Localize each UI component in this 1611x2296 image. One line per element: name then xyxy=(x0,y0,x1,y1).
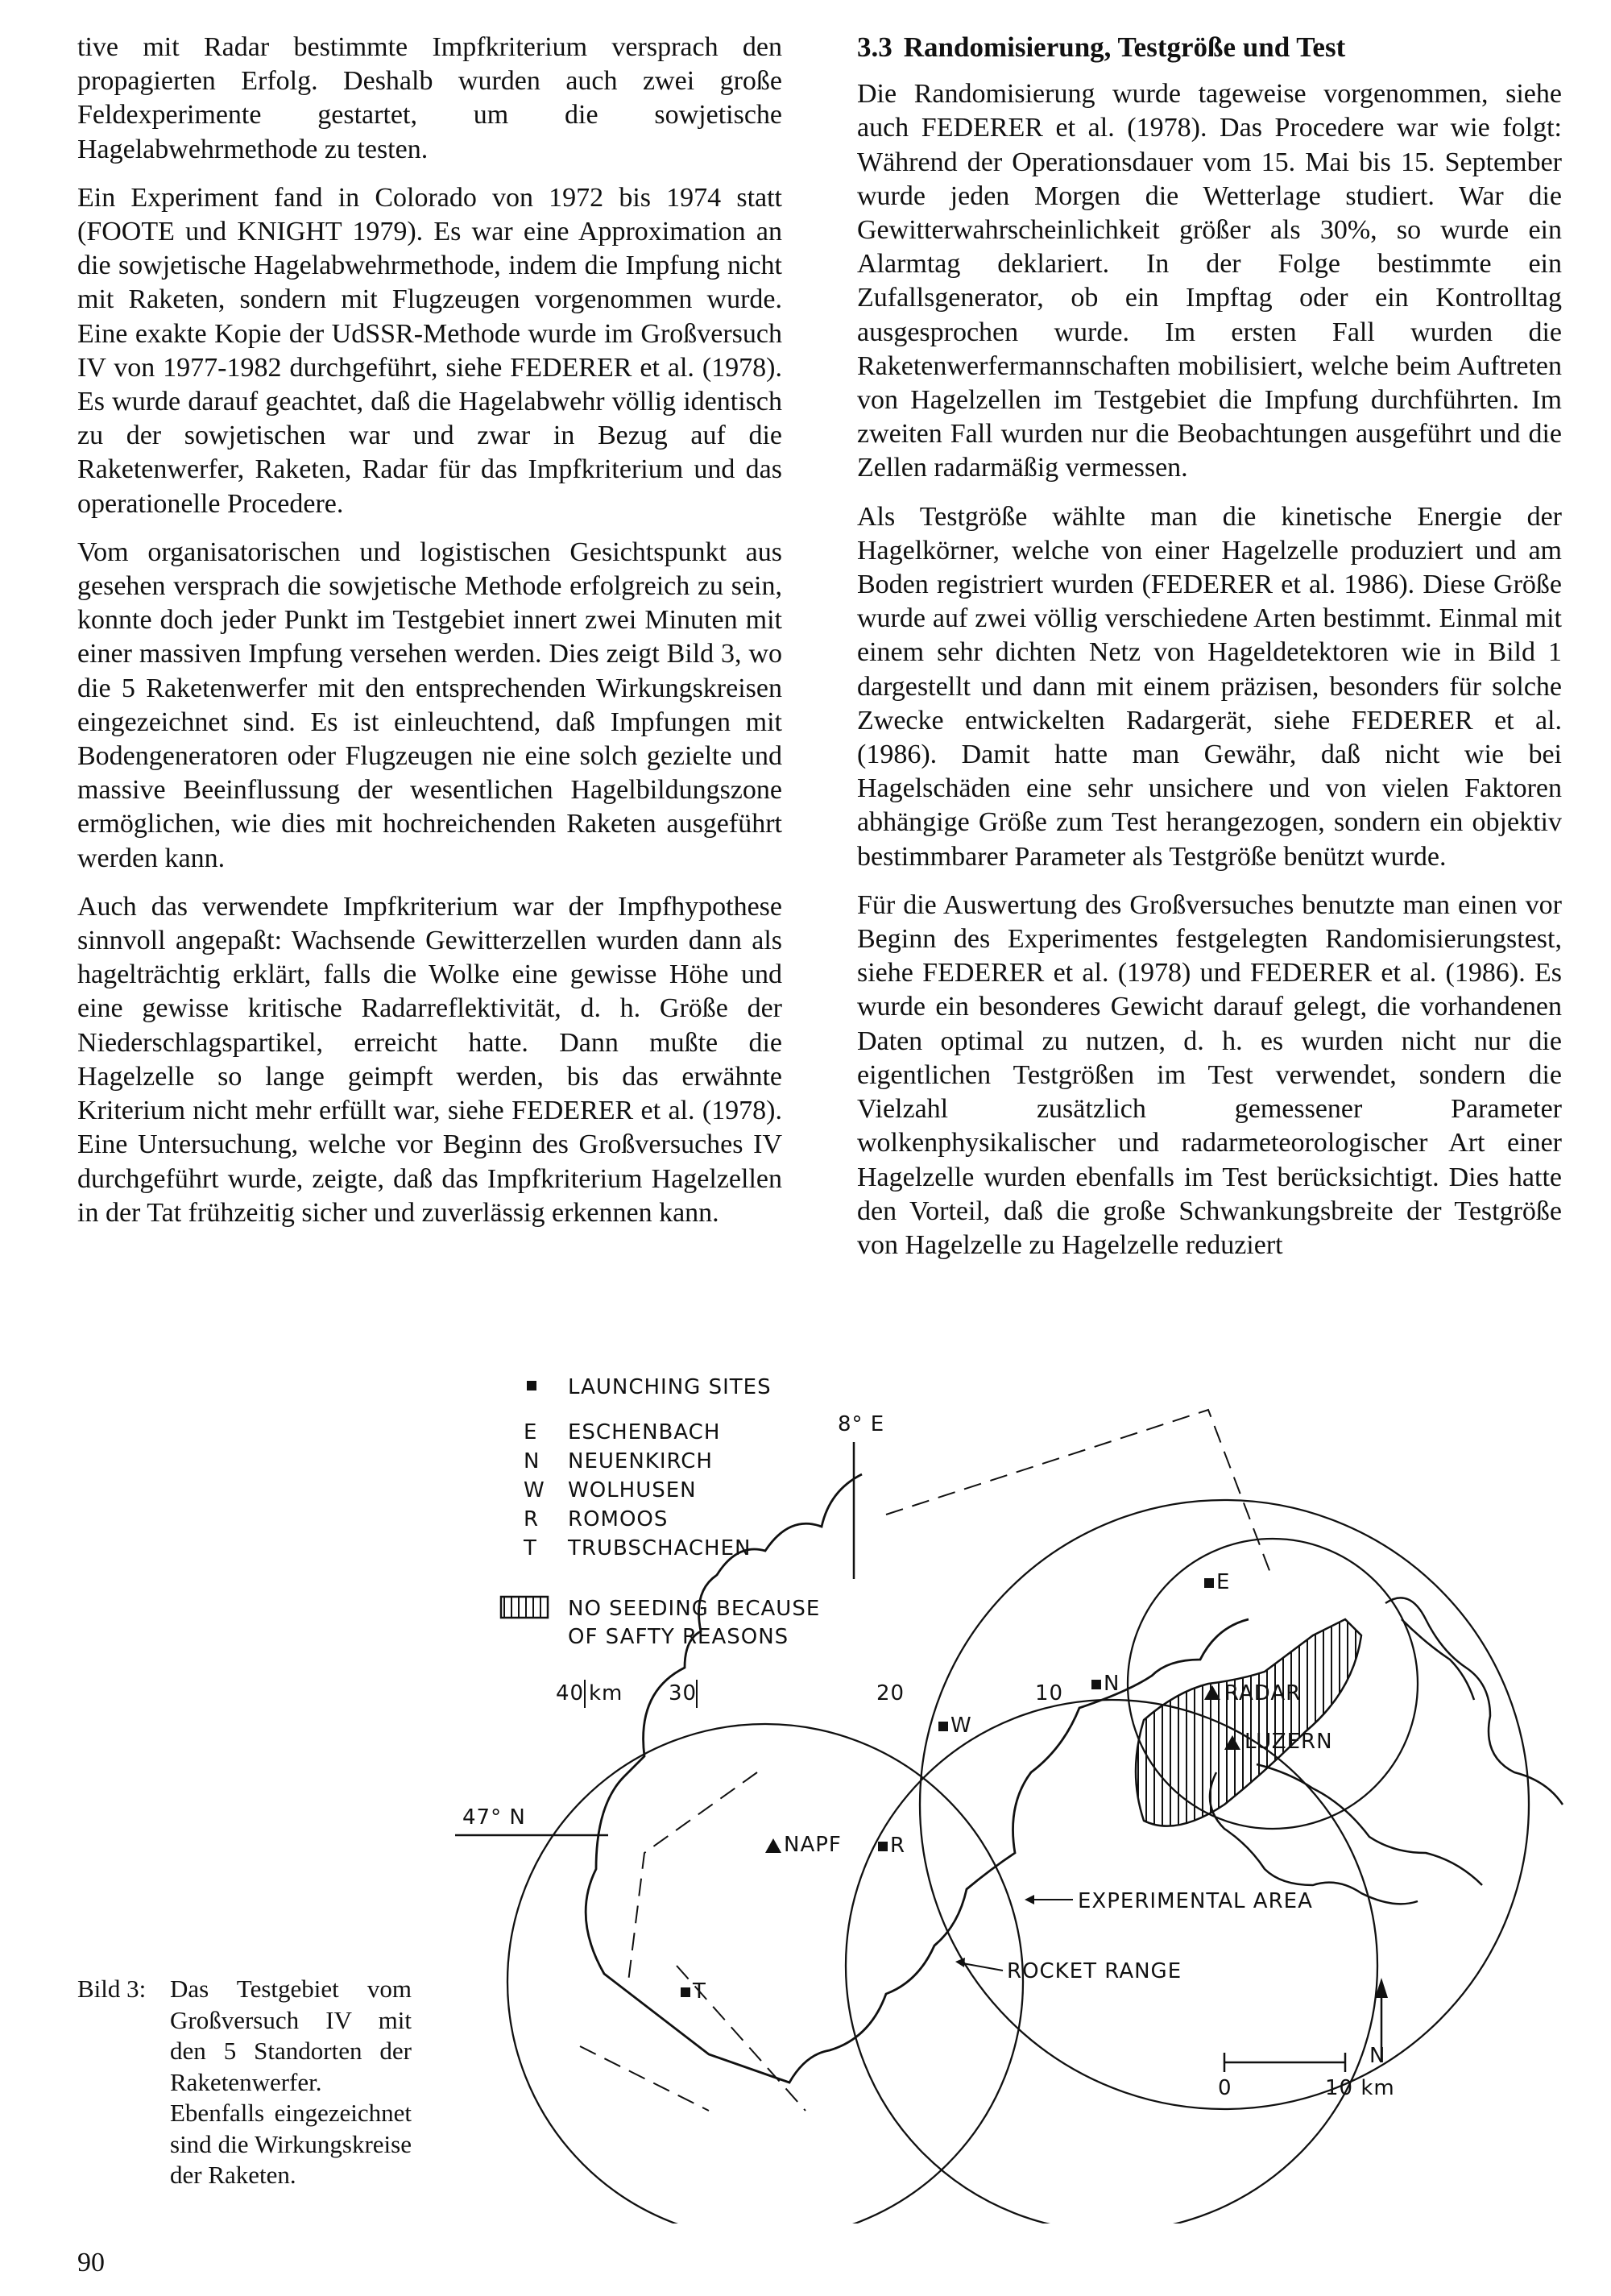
annotation-rocket-range xyxy=(955,1958,1182,1983)
page-number: 90 xyxy=(77,2248,105,2277)
legend-name-w: WOLHUSEN xyxy=(568,1478,697,1502)
legend xyxy=(501,1375,820,1649)
north-arrow xyxy=(1369,1978,1388,2068)
right-column xyxy=(857,31,1562,1277)
legend-code-t: T xyxy=(524,1536,537,1560)
legend-name-n: NEUENKIRCH xyxy=(568,1449,713,1473)
legend-no-seeding-line2: OF SAFTY REASONS xyxy=(568,1625,789,1649)
range-scale xyxy=(556,1680,1063,1708)
arrow-left-icon xyxy=(955,1958,965,1967)
scale-bar-end: 10 km xyxy=(1325,2076,1395,2100)
latitude-label: 47° N xyxy=(462,1805,526,1830)
figure-caption xyxy=(77,1974,416,2191)
left-column xyxy=(77,31,782,1245)
longitude-marker xyxy=(838,1412,884,1579)
no-seeding-hatch-icon xyxy=(501,1597,548,1618)
paragraph: Als Testgröße wählte man die kinetische Energie der Hagelkörner, welche von einer Hagelzelle produziert und am Boden registriert wurden (FEDERER et al. 1986). Diese Größe wurde auf zwei völlig verschiedene Arten bestimmt. Einmal mit einem sehr dichten Netz von Hageldetektoren wie in Bild 1 dargestellt und dann mit einem präzisen, besonders für solche Zwecke entwickelten Radargerät, siehe FEDERER et al. (1986). Damit hatte man Gewähr, daß nicht wie bei Hagelschäden eine sehr unsichere und von vielen Faktoren abhängige Größe zum Test herangezogen, sondern ein objektiv bestimmbarer Parameter als Testgröße benützt wurde. xyxy=(857,501,1562,872)
range-label-30: 30 xyxy=(669,1681,698,1705)
paragraph: Auch das verwendete Impfkriterium war der Impfhypothese sinnvoll angepaßt: Wachsende Gewitterzellen wurden dann als hagelträchtig erklärt, falls die Wolke eine gewisse Höhe und eine gewisse kritische Radarreflektivität, d. h. Größe der Niederschlagspartikel, erreicht hatte. Dann mußte die Hagelzelle so lange geimpft werden, bis das erwähnte Kriterium nicht mehr erfüllt war, siehe FEDERER et al. (1978). Eine Untersuchung, welche vor Beginn des Großversuches IV durchgeführt wurde, zeigte, daß das Impfkriterium Hagelzellen in der Tat frühzeitig sicher und zuverlässig erkennen kann. xyxy=(77,891,782,1228)
range-label-20: 20 xyxy=(876,1681,905,1705)
scale-bar xyxy=(1218,2053,1395,2100)
range-label-10: 10 xyxy=(1035,1681,1064,1705)
legend-name-t: TRUBSCHACHEN xyxy=(568,1536,752,1560)
legend-title: LAUNCHING SITES xyxy=(568,1375,772,1399)
paragraph: tive mit Radar bestimmte Impfkriterium versprach den propagierten Erfolg. Deshalb wurden auch zwei große Feldexperimente gestartet, um die sowjetische Hagelabwehrmethode zu testen. xyxy=(77,32,782,164)
site-n-label: N xyxy=(1104,1672,1120,1696)
range-label-km: km xyxy=(589,1681,623,1705)
launching-site-square-icon xyxy=(527,1381,536,1390)
site-n-square-icon xyxy=(1091,1680,1101,1689)
site-r-square-icon xyxy=(878,1842,888,1851)
site-w-label: W xyxy=(950,1714,972,1738)
legend-name-e: ESCHENBACH xyxy=(568,1420,721,1444)
legend-code-w: W xyxy=(524,1478,545,1502)
rocket-range-label: ROCKET RANGE xyxy=(1007,1959,1182,1983)
latitude-marker xyxy=(455,1805,608,1835)
radar-label: RADAR xyxy=(1224,1681,1302,1705)
map-drawing xyxy=(451,1353,1595,2223)
experimental-area-label: EXPERIMENTAL AREA xyxy=(1078,1889,1313,1913)
annotation-experimental-area xyxy=(1025,1889,1313,1913)
site-t-label: T xyxy=(693,1979,706,2004)
legend-code-n: N xyxy=(524,1449,540,1473)
legend-code-e: E xyxy=(524,1420,538,1444)
section-heading xyxy=(857,31,1562,64)
site-r-label: R xyxy=(890,1834,906,1858)
luzern-label: LUZERN xyxy=(1244,1730,1333,1754)
site-t-square-icon xyxy=(681,1987,690,1997)
arrow-left-icon xyxy=(1025,1895,1034,1904)
paragraph: Für die Auswertung des Großversuches benutzte man einen vor Beginn des Experimentes festgelegten Randomisierungstest, siehe FEDERER et al. (1978) und FEDERER et al. (1986). Es wurde ein besonderes Gewicht darauf gelegt, die vorhandenen Daten optimal zu nutzen, d. h. es wurden nicht nur die eigentlichen Testgrößen im Test verwendet, sondern die Vielzahl zusätzlich gemessener Parameter wolkenphysikalischer und radarmeteorologischer Art einer Hagelzelle wurden ebenfalls im Test berücksichtigt. Dies hatte den Vorteil, daß die große Schwankungsbreite der Testgröße von Hagelzelle zu Hagelzelle reduziert xyxy=(857,889,1562,1260)
napf-label: NAPF xyxy=(784,1833,842,1857)
caption-text: Das Testgebiet vom Großversuch IV mit den 5 Standorten der Raketenwerfer. Ebenfalls eingezeichnet sind die Wirkungskreise der Raketen. xyxy=(170,1975,412,2189)
paragraph: Vom organisatorischen und logistischen Gesichtspunkt aus gesehen versprach die sowjetische Methode erfolgreich zu sein, konnte doch jeder Punkt im Testgebiet innert zwei Minuten mit einer massiven Impfung versehen werden. Dies zeigt Bild 3, wo die 5 Raketenwerfer mit den entsprechenden Wirkungskreisen eingezeichnet sind. Es ist einleuchtend, daß Impfungen mit Bodengeneratoren oder Flugzeugen nie eine solch gezielte und massive Beeinflussung der wesentlichen Hagelbildungszone ermöglichen, wie dies mit hochreichenden Raketen ausgeführt werden kann. xyxy=(77,537,782,873)
site-e-label: E xyxy=(1216,1570,1231,1594)
napf-triangle-icon xyxy=(765,1838,781,1853)
section-number: 3.3 xyxy=(857,31,892,63)
range-circle-t xyxy=(507,1724,1023,2223)
range-label-40: 40 xyxy=(556,1681,585,1705)
section-title: Randomisierung, Testgröße und Test xyxy=(903,31,1346,63)
north-label: N xyxy=(1369,2044,1386,2068)
paragraph: Ein Experiment fand in Colorado von 1972 bis 1974 statt (FOOTE und KNIGHT 1979). Es war eine Approximation an die sowjetische Hagelabwehrmethode, indem die Impfung nicht mit Raketen, sondern mit Flugzeugen vorgenommen wurde. Eine exakte Kopie der UdSSR-Methode wurde im Großversuch IV von 1977-1982 durchgeführt, siehe FEDERER et al. (1978). Es wurde darauf geachtet, daß die Hagelabwehr völlig identisch zu der sowjetischen war und zwar in Bezug auf die Raketenwerfer, Raketen, Radar für das Impfkriterium und das operationelle Procedere. xyxy=(77,182,782,519)
scale-bar-start: 0 xyxy=(1218,2076,1232,2100)
figure-map xyxy=(451,1353,1595,2223)
legend-code-r: R xyxy=(524,1507,540,1531)
site-w-square-icon xyxy=(938,1722,948,1731)
caption-label: Bild 3: xyxy=(77,1975,147,2003)
legend-no-seeding-line1: NO SEEDING BECAUSE xyxy=(568,1597,821,1621)
site-e-square-icon xyxy=(1204,1578,1214,1588)
longitude-label: 8° E xyxy=(838,1412,885,1436)
paragraph: Die Randomisierung wurde tageweise vorgenommen, siehe auch FEDERER et al. (1978). Das Procedere war wie folgt: Während der Operationsdauer vom 15. Mai bis 15. September wurde jeden Morgen die Wetterlage studiert. War die Gewitterwahrscheinlichkeit größer als 30%, so wurde ein Alarmtag deklariert. In der Folge bestimmte ein Zufallsgenerator, ob ein Impftag oder ein Kontrolltag ausgesprochen wurde. Im ersten Fall wurden die Raketenwerfermannschaften mobilisiert, welche beim Auftreten von Hagelzellen im Testgebiet die Impfung durchführten. Im zweiten Fall wurden nur die Beobachtungen ausgeführt und die Zellen radarmäßig vermessen. xyxy=(857,79,1562,483)
no-seeding-zone xyxy=(1136,1619,1361,1826)
legend-name-r: ROMOOS xyxy=(568,1507,669,1531)
